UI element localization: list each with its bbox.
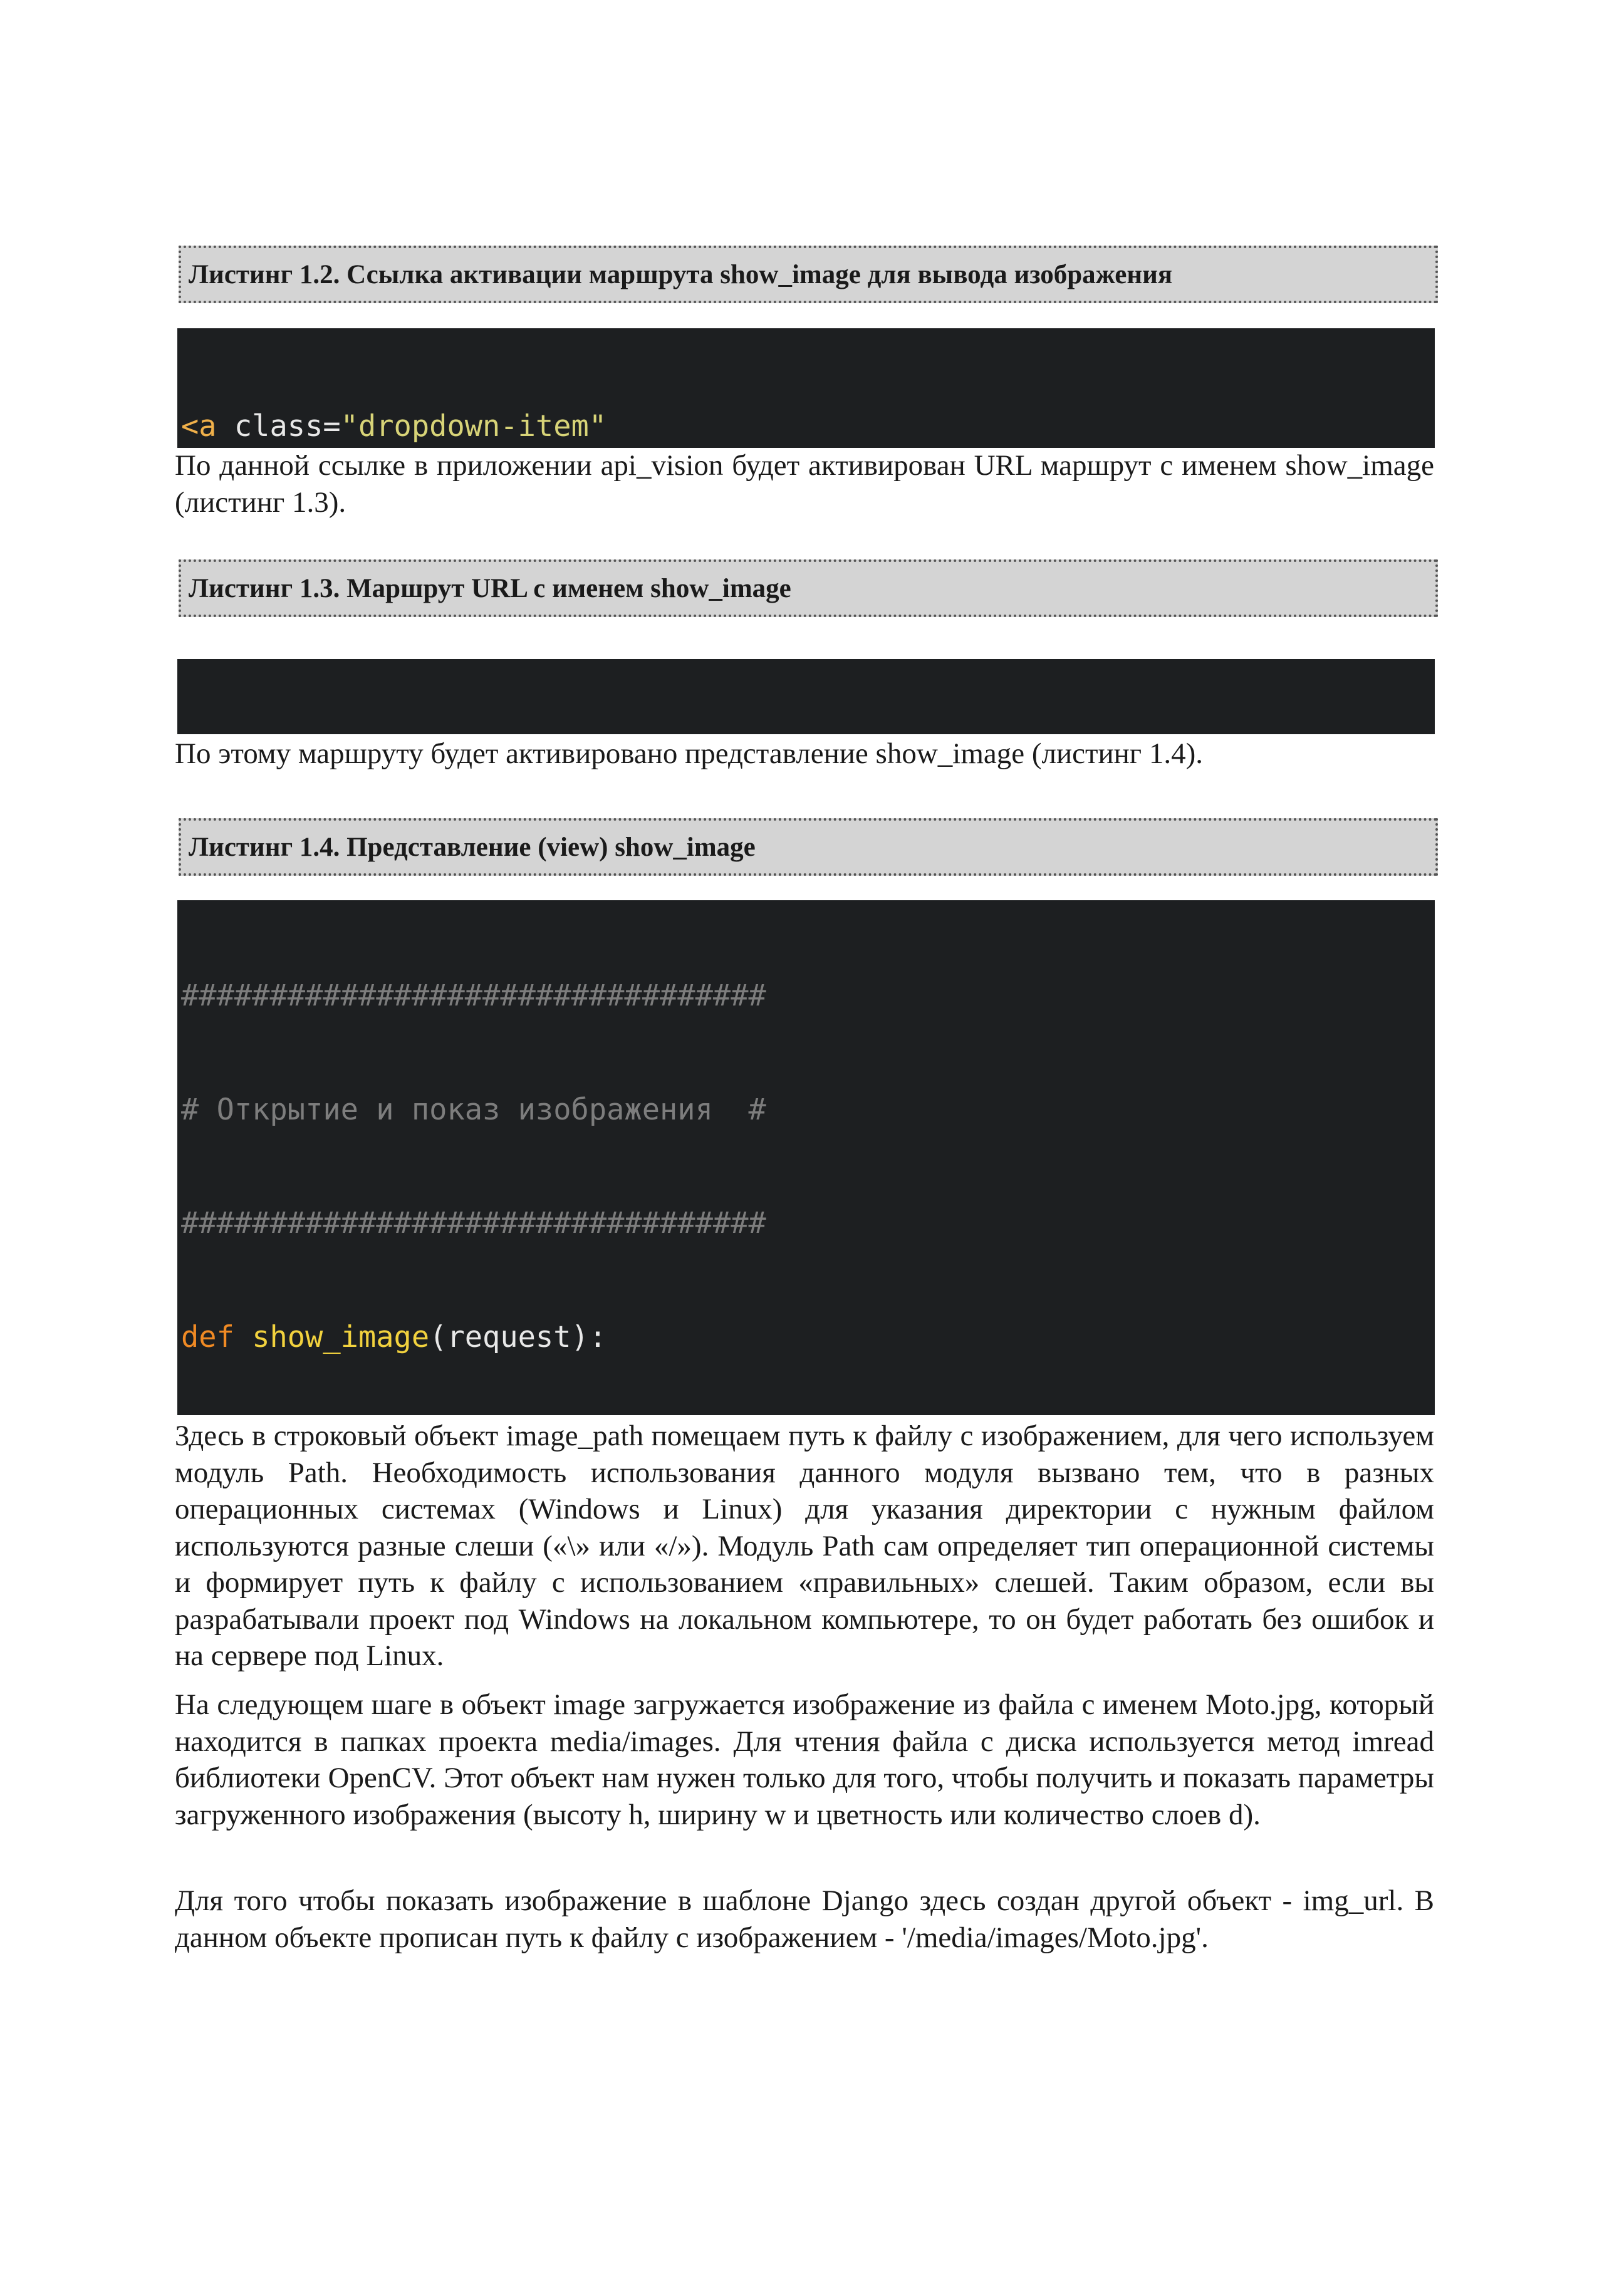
code-line: # Открытие и показ изображения # <box>181 1092 766 1127</box>
listing-1-4-caption <box>179 818 1438 876</box>
listing-1-2-caption <box>179 246 1438 303</box>
code-line: ################################# <box>181 979 766 1013</box>
listing-1-3-caption-text: Листинг 1.3. Маршрут URL с именем show_image <box>189 573 791 603</box>
listing-1-3-caption <box>179 559 1438 617</box>
listing-1-4-caption-text: Листинг 1.4. Представление (view) show_image <box>189 832 756 862</box>
code-line: def show_image(request): <box>181 1319 607 1354</box>
listing-1-3-code <box>177 659 1435 734</box>
paragraph: Для того чтобы показать изображение в шаблоне Django здесь создан другой объект - img_url. В данном объекте прописан путь к файлу с изображением - '/media/images/Moto.jpg'. <box>175 1884 1434 1954</box>
listing-1-2-caption-text: Листинг 1.2. Ссылка активации маршрута show_image для вывода изображения <box>189 259 1173 289</box>
paragraph: Здесь в строковый объект image_path помещаем путь к файлу с изображением, для чего используем модуль Path. Необходимость использования данного модуля вызвано тем, что в разных операционных системах (Windows и Linux) для указания директории с нужным файлом используются разные слеши («\» или «/»). Модуль Path сам определяет тип операционной системы и формирует путь к файлу с использованием «правильных» слешей. Таким образом, если вы разрабатывали проект под Windows на локальном компьютере, то он будет работать без ошибок и на сервере под Linux. <box>175 1420 1434 1672</box>
listing-1-4-code <box>177 900 1435 1415</box>
listing-1-2-code <box>177 328 1435 448</box>
code-line: <a class="dropdown-item" <box>181 409 607 444</box>
paragraph: На следующем шаге в объект image загружается изображение из файла с именем Moto.jpg, который находится в папках проекта media/images. Для чтения файла с диска используется метод imread библиотеки OpenCV. Этот объект нам нужен только для того, чтобы получить и показать параметры загруженного изображения (высоту h, ширину w и цветность или количество слоев d). <box>175 1688 1434 1831</box>
paragraph: По данной ссылке в приложении api_vision будет активирован URL маршрут с именем show_image (листинг 1.3). <box>175 449 1434 519</box>
code-line: ################################# <box>181 1206 766 1240</box>
paragraph: По этому маршруту будет активировано представление show_image (листинг 1.4). <box>175 737 1203 770</box>
